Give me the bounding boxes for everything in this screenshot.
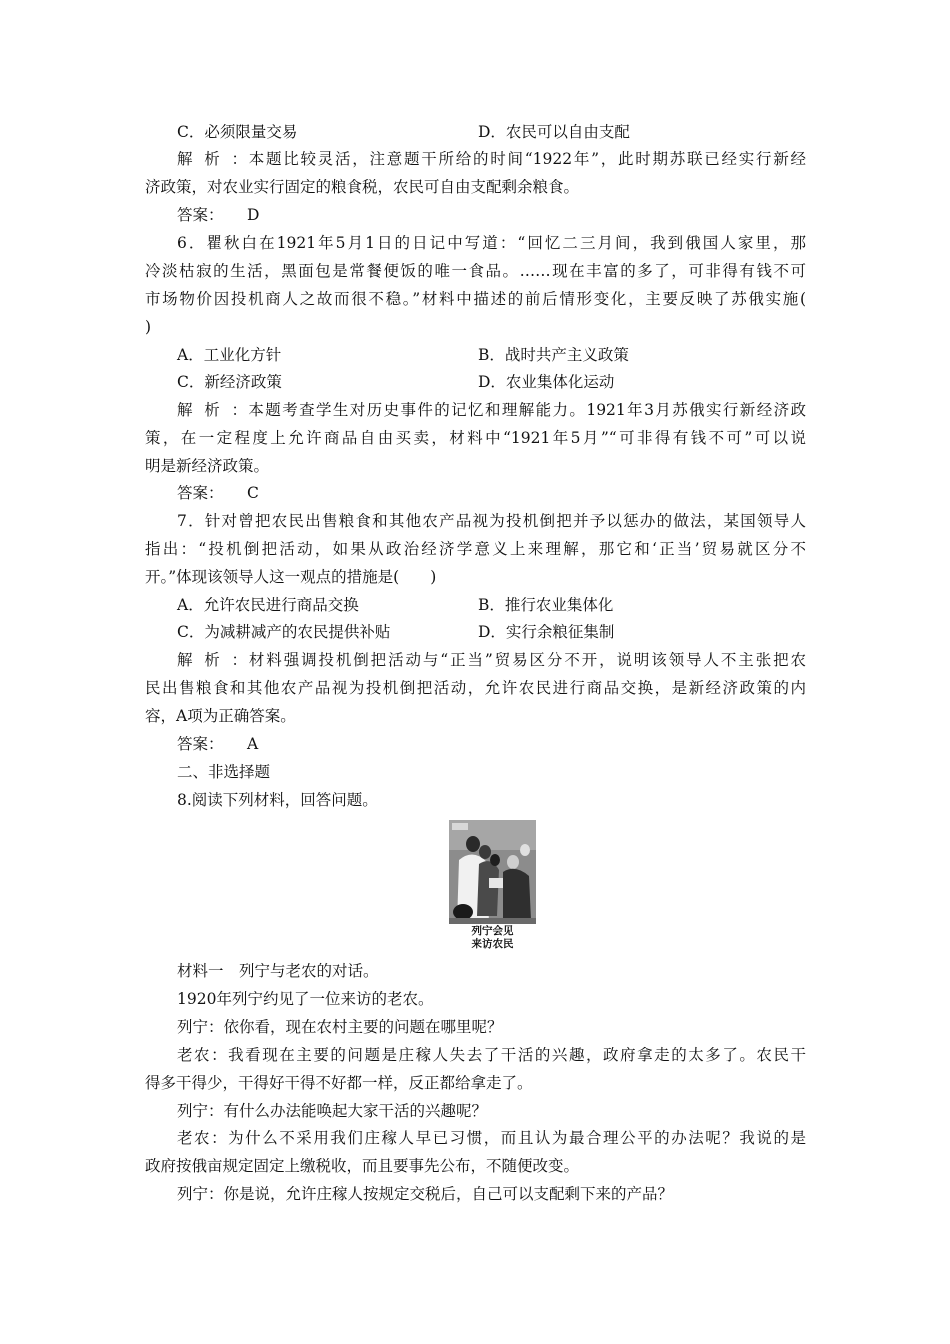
analysis-label: 解析： xyxy=(177,651,247,669)
q5-option-c: C．必须限量交易 xyxy=(177,123,298,141)
lenin-meeting-photo xyxy=(449,820,536,924)
q5-answer-value: D xyxy=(247,206,260,224)
q7-stem-line-1: 7．针对曾把农民出售粮食和其他农产品视为投机倒把并予以惩办的做法，某国领导人 xyxy=(177,512,806,530)
q7-analysis-line-3: 容，A项为正确答案。 xyxy=(145,707,296,725)
q7-stem-line-3: 开。”体现该领导人这一观点的措施是( ) xyxy=(145,568,437,586)
q5-analysis-line-1 xyxy=(177,148,806,170)
q5-option-d: D．农民可以自由支配 xyxy=(478,123,630,141)
dialogue-line-lenin-1: 列宁：依你看，现在农村主要的问题在哪里呢？ xyxy=(177,1018,503,1036)
material-title: 材料一 列宁与老农的对话。 xyxy=(177,962,379,980)
dialogue-line-lenin-3: 列宁：你是说，允许庄稼人按规定交税后，自己可以支配剩下来的产品？ xyxy=(177,1185,674,1203)
dialogue-line-lenin-2: 列宁：有什么办法能唤起大家干活的兴趣呢？ xyxy=(177,1102,488,1120)
q6-option-d: D．农业集体化运动 xyxy=(478,373,615,391)
q6-analysis-line-3: 明是新经济政策。 xyxy=(145,457,270,475)
dialogue-line-peasant-2a: 老农：为什么不采用我们庄稼人早已习惯，而且认为最合理公平的办法呢？我说的是 xyxy=(177,1129,806,1147)
q7-option-a: A．允许农民进行商品交换 xyxy=(177,596,359,614)
q5-analysis-text: 本题比较灵活，注意题干所给的时间“1922年”，此时期苏联已经实行新经 xyxy=(247,150,806,168)
q6-analysis-line-1 xyxy=(177,399,806,421)
section-heading: 二、非选择题 xyxy=(177,763,271,781)
figure-caption-line-1: 列宁会见 xyxy=(471,925,514,937)
q7-stem-line-2: 指出：“投机倒把活动，如果从政治经济学意义上来理解，那它和‘正当’贸易就区分不 xyxy=(145,540,806,558)
dialogue-line-peasant-1a: 老农：我看现在主要的问题是庄稼人失去了干活的兴趣，政府拿走的太多了。农民干 xyxy=(177,1046,806,1064)
q7-analysis-text: 材料强调投机倒把活动与“正当”贸易区分不开，说明该领导人不主张把农 xyxy=(247,651,806,669)
q7-option-c: C．为减耕减产的农民提供补贴 xyxy=(177,623,391,641)
q5-answer xyxy=(177,204,259,226)
q7-analysis-line-2: 民出售粮食和其他农产品视为投机倒把活动，允许农民进行商品交换，是新经济政策的内 xyxy=(145,679,806,697)
q7-analysis-line-1 xyxy=(177,649,806,671)
dialogue-intro: 1920年列宁约见了一位来访的老农。 xyxy=(177,990,434,1008)
q7-option-d: D．实行余粮征集制 xyxy=(478,623,615,641)
figure-caption-line-2: 来访农民 xyxy=(471,938,514,950)
q6-analysis-line-2: 策，在一定程度上允许商品自由买卖，材料中“1921年5月”“可非得有钱不可”可以说 xyxy=(145,429,806,447)
q5-analysis-line-2: 济政策，对农业实行固定的粮食税，农民可自由支配剩余粮食。 xyxy=(145,178,580,196)
q6-answer-value: C xyxy=(247,484,259,502)
q6-stem-line-3: 市场物价因投机商人之故而很不稳。”材料中描述的前后情形变化，主要反映了苏俄实施( xyxy=(145,290,806,308)
dialogue-line-peasant-1b: 得多干得少，干得好干得不好都一样，反正都给拿走了。 xyxy=(145,1074,533,1092)
analysis-label: 解析： xyxy=(177,150,247,168)
q6-option-a: A．工业化方针 xyxy=(177,346,282,364)
q6-stem-line-1: 6．瞿秋白在1921年5月1日的日记中写道：“回忆二三月间，我到俄国人家里，那 xyxy=(177,234,806,252)
q7-answer-value: A xyxy=(247,735,259,753)
q8-stem: 8.阅读下列材料，回答问题。 xyxy=(177,791,378,809)
q7-answer xyxy=(177,733,258,755)
q6-answer xyxy=(177,482,259,504)
q6-stem-line-2: 冷淡枯寂的生活，黑面包是常餐便饭的唯一食品。……现在丰富的多了，可非得有钱不可 xyxy=(145,262,806,280)
q6-option-c: C．新经济政策 xyxy=(177,373,282,391)
answer-label: 答案： xyxy=(177,484,224,502)
dialogue-line-peasant-2b: 政府按俄亩规定固定上缴税收，而且要事先公布，不随便改变。 xyxy=(145,1157,580,1175)
q6-analysis-text: 本题考查学生对历史事件的记忆和理解能力。1921年3月苏俄实行新经济政 xyxy=(247,401,806,419)
answer-label: 答案： xyxy=(177,735,224,753)
q7-option-b: B．推行农业集体化 xyxy=(478,596,614,614)
figure-caption xyxy=(449,925,536,951)
analysis-label: 解析： xyxy=(177,401,247,419)
q6-option-b: B．战时共产主义政策 xyxy=(478,346,629,364)
answer-label: 答案： xyxy=(177,206,224,224)
q6-stem-line-4: ) xyxy=(145,318,152,336)
